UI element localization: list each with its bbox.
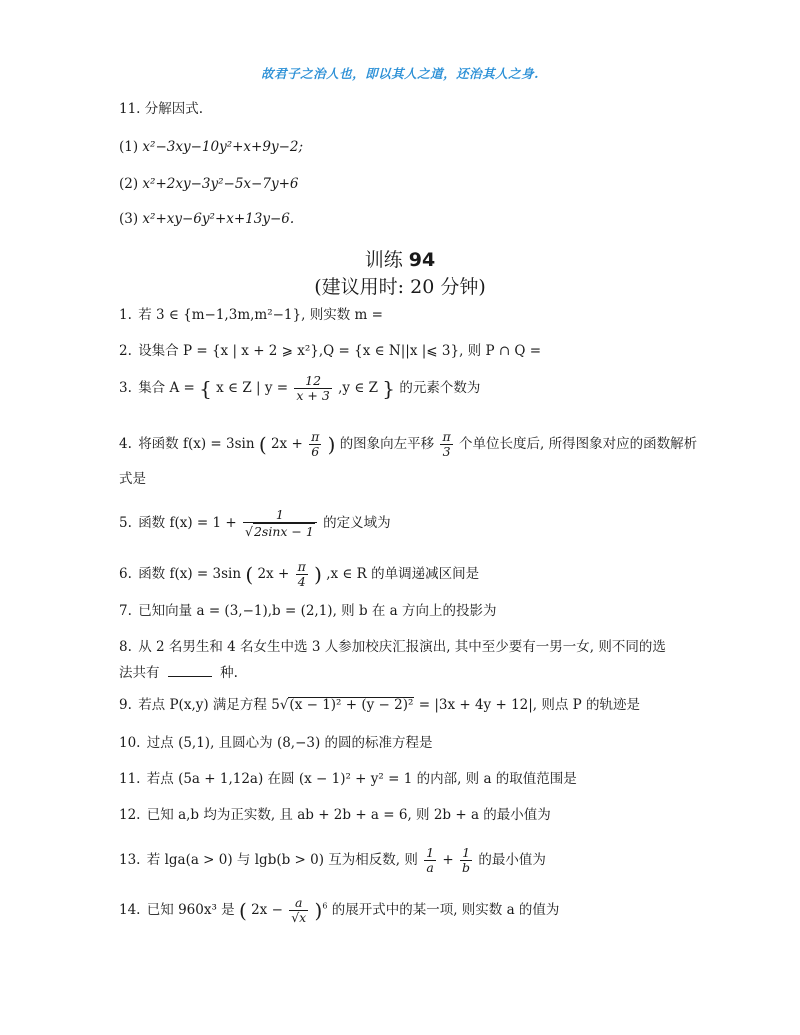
denominator: b [462,860,471,875]
section-title [0,248,800,272]
problem-text-pre: 已知 960x³ 是 [146,902,235,918]
fraction-1 [424,846,436,875]
problem-number: 9. [119,697,132,713]
numerator: π [297,559,306,574]
problem-11-part-2 [119,175,298,193]
paren-close: ) [314,562,322,587]
problem-text-pre: 将函数 f(x) = 3sin [138,436,255,452]
problem-number: 1. [119,307,132,323]
problem-text-post: 个单位长度后, 所得图象对应的函数解析 [459,436,698,452]
problem-text-mid: 的图象向左平移 [339,436,435,452]
fraction [309,430,321,459]
part-expression: x²−3xy−10y²+x+9y−2; [142,139,304,155]
problem-7 [119,602,497,620]
problem-text: 若点 (5a + 1,12a) 在圆 (x − 1)² + y² = 1 的内部, 则 a 的取值范围是 [146,771,577,787]
exponent: 6 [322,901,328,911]
problem-8-continuation [119,662,238,682]
problem-text: 若 3 ∈ {m−1,3m,m²−1}, 则实数 m = [138,307,383,323]
fraction [294,374,331,403]
section-subtitle: (建议用时: 20 分钟) [314,276,486,298]
numerator: π [442,429,451,444]
denominator: 6 [309,444,321,459]
problem-10 [119,734,433,752]
problem-number: 5. [119,515,132,531]
problem-number: 6. [119,566,132,582]
problem-9 [119,696,640,714]
fraction-2 [460,846,472,875]
problem-number: 12. [119,807,141,823]
radicand: (x − 1)² + (y − 2)² [289,697,414,713]
problem-5 [119,508,391,539]
numerator: 1 [426,845,435,860]
problem-13 [119,846,546,875]
problem-11-part-1 [119,138,303,156]
part-label: (1) [119,139,139,155]
part-label: (3) [119,211,139,227]
problem-text-post: = |3x + 4y + 12|, 则点 P 的轨迹是 [418,697,641,713]
denominator: 4 [296,574,308,589]
numerator: π [311,429,320,444]
set-condition-end: ,y ∈ Z [338,380,378,396]
numerator: a [294,895,303,910]
problem-8 [119,638,666,656]
plus-sign: + [442,852,454,868]
inner-expression: 2x + [257,566,294,582]
fraction [289,896,308,925]
problem-text: 已知 a,b 均为正实数, 且 ab + 2b + a = 6, 则 2b + a 的最小值为 [146,807,551,823]
problem-text-pre: 函数 f(x) = 1 + [138,515,241,531]
denominator: x + 3 [296,388,330,403]
problem-number: 8. [119,639,132,655]
problem-text-post: 种. [220,665,238,681]
brace-open: { [199,376,212,401]
fraction [296,560,308,589]
problem-text-pre: 法共有 [119,665,160,681]
problem-number: 13. [119,852,141,868]
problem-number: 4. [119,436,132,452]
problem-text-post: 的元素个数为 [399,380,481,396]
problem-text-post: 的最小值为 [478,852,546,868]
paren-open: ( [258,432,267,457]
numerator: 12 [305,373,322,388]
denominator: a [424,860,436,875]
problem-6 [119,560,479,589]
section-title-text: 训练 [364,249,403,271]
problem-text-pre: 若 lga(a > 0) 与 lgb(b > 0) 互为相反数, 则 [146,852,418,868]
paren-close: ) [327,432,336,457]
problem-4 [119,430,697,459]
problem-text: 过点 (5,1), 且圆心为 (8,−3) 的圆的标准方程是 [146,735,433,751]
part-expression: x²+2xy−3y²−5x−7y+6 [142,176,299,192]
sqrt-icon: √ [245,524,253,539]
problem-text-pre: 函数 f(x) = 3sin [138,566,242,582]
fraction [243,508,317,539]
section-title-number: 94 [408,249,436,271]
problem-number: 7. [119,603,132,619]
paren-close: ) [314,898,323,923]
denominator: √x [291,910,307,925]
problem-number: 14. [119,902,141,918]
problem-text-pre: 若点 P(x,y) 满足方程 5 [138,697,280,713]
problem-3 [119,374,480,403]
set-condition: x ∈ Z | y = [216,380,293,396]
problem-text: 从 2 名男生和 4 名女生中选 3 人参加校庆汇报演出, 其中至少要有一男一女, 则不同的选 [138,639,666,655]
problem-11 [119,770,577,788]
problem-4-continuation: 式是 [119,471,146,487]
denominator: 3 [440,444,452,459]
part-label: (2) [119,176,139,192]
inner-expression: 2x + [270,436,308,452]
part-expression: x²+xy−6y²+x+13y−6. [142,211,295,227]
problem-number: 2. [119,343,132,359]
answer-blank [168,662,212,677]
numerator: 1 [275,507,284,522]
radicand: 2sinx − 1 [253,524,314,539]
problem-text: 已知向量 a = (3,−1),b = (2,1), 则 b 在 a 方向上的投影为 [138,603,497,619]
problem-text-post: 的定义域为 [323,515,391,531]
problem-11-title: 11. 分解因式. [119,101,204,117]
paren-open: ( [245,562,254,587]
problem-14 [119,896,559,925]
inner-expression: 2x − [251,902,288,918]
numerator: 1 [462,845,471,860]
problem-number: 3. [119,380,132,396]
problem-text-post: ,x ∈ R 的单调递减区间是 [326,566,480,582]
problem-number: 11. [119,771,141,787]
paren-open: ( [238,898,247,923]
problem-11-part-3 [119,210,294,228]
shift-fraction [440,430,452,459]
header-motto: 故君子之治人也，即以其人之道，还治其人之身. [261,66,539,81]
denominator [243,522,317,539]
problem-text: 设集合 P = {x | x + 2 ⩾ x²},Q = {x ∈ N||x |⩽ 3}, 则 P ∩ Q = [138,343,542,359]
problem-number: 10. [119,735,141,751]
problem-12 [119,806,551,824]
problem-text-pre: 集合 A = [138,380,200,396]
sqrt-icon: √ [279,697,289,713]
problem-1 [119,306,383,324]
problem-2 [119,342,541,360]
brace-close: } [382,376,396,401]
problem-text-post: 的展开式中的某一项, 则实数 a 的值为 [331,902,560,918]
